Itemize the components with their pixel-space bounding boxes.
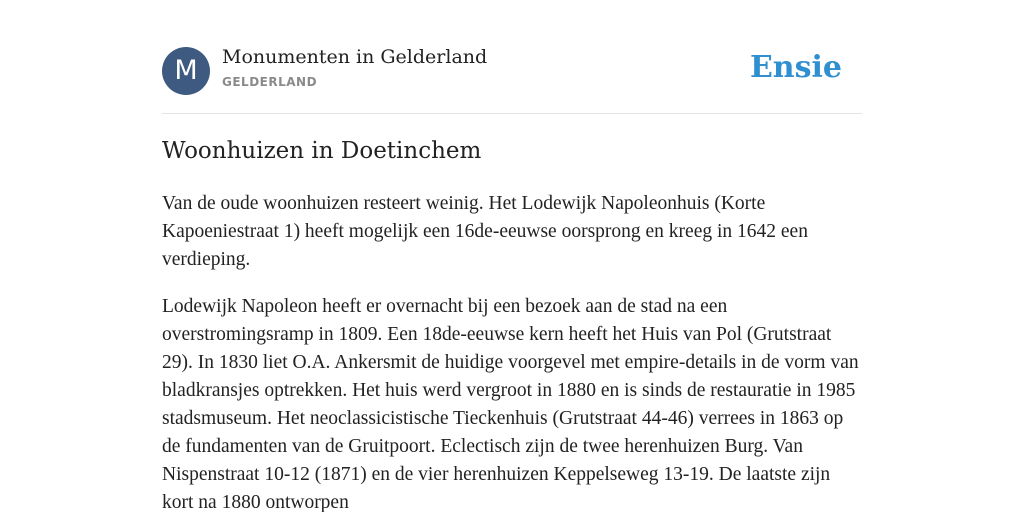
- article-paragraph-1: Van de oude woonhuizen resteert weinig. Het Lodewijk Napoleonhuis (Korte Kapoeniestraat 1) heeft mogelijk een 16de-eeuwse oorsprong en kreeg in 1642 een verdieping.: [162, 193, 808, 270]
- article-title: Woonhuizen in Doetinchem: [162, 138, 482, 164]
- site-title[interactable]: Monumenten in Gelderland: [222, 46, 488, 68]
- avatar[interactable]: M: [162, 47, 210, 95]
- article-body: [162, 190, 862, 512]
- content-container: [162, 0, 862, 512]
- site-subtitle[interactable]: GELDERLAND: [222, 75, 318, 89]
- site-header: [162, 0, 862, 114]
- brand-logo[interactable]: Ensie: [749, 50, 842, 85]
- article-paragraph-2: Lodewijk Napoleon heeft er overnacht bij een bezoek aan de stad na een overstromingsramp in 1809. Een 18de-eeuwse kern heeft het Huis van Pol (Grutstraat 29). In 1830 liet O.A. Ankersmit de huidige voorgevel met empire-details in de vorm van bladkransjes optrekken. Het huis werd vergroot in 1880 en is sinds de restauratie in 1985 stadsmuseum. Het neoclassicistische Tieckenhuis (Grutstraat 44-46) verrees in 1863 op de fundamenten van de Gruitpoort. Eclectisch zijn de twee herenhuizen Burg. Van Nispenstraat 10-12 (1871) en de vier herenhuizen Keppelseweg 13-19. De laatste zijn kort na 1880 ontworpen: [162, 296, 859, 512]
